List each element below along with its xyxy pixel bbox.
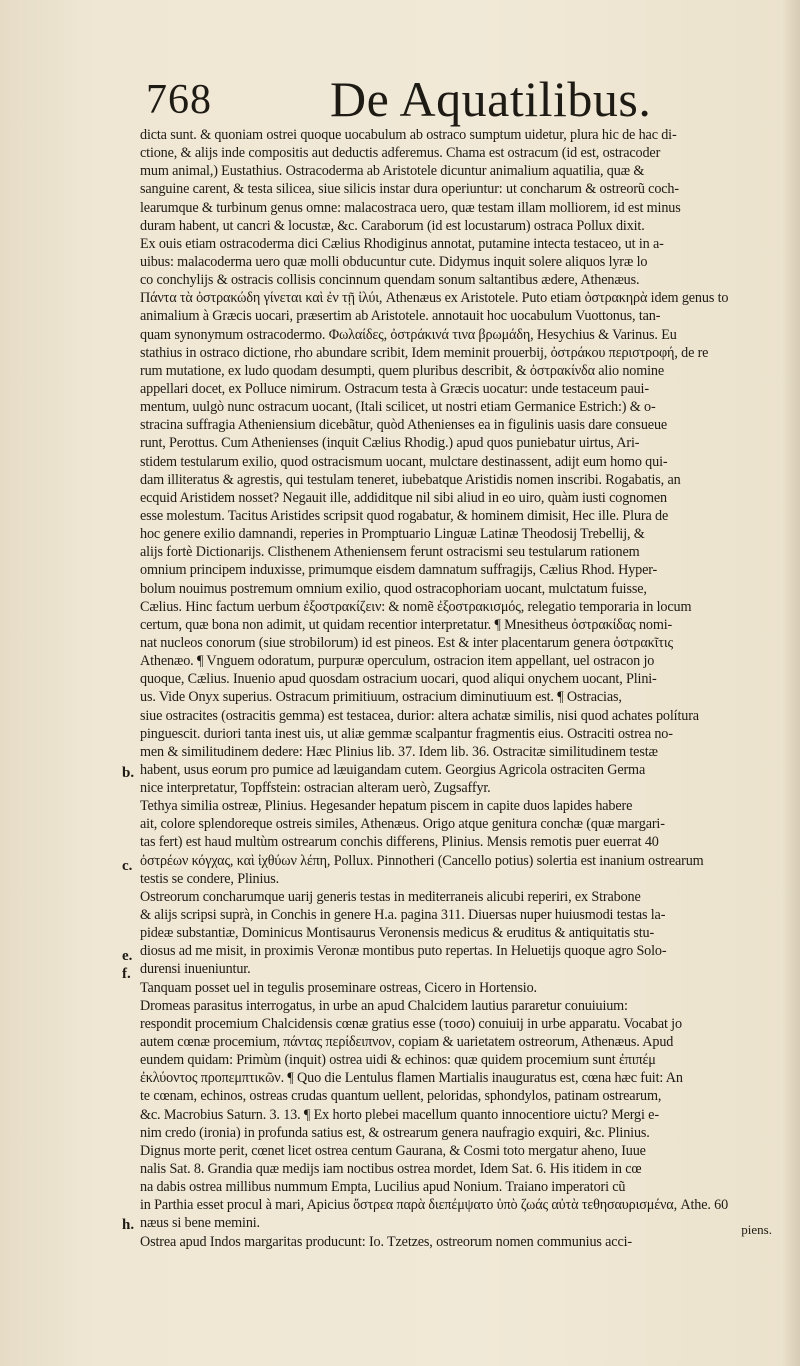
text-line: habent, usus eorum pro pumice ad læuigandam cutem. Georgius Agricola ostraciten Germa — [140, 761, 646, 778]
text-line: stracina suffragia Atheniensium dicebãtur, quòd Athenienses ea in figulinis uasis dare consueue — [140, 417, 668, 434]
text-line: dicta sunt. & quoniam ostrei quoque uocabulum ab ostraco sumptum uidetur, plura hic de hac di- — [140, 127, 677, 143]
text-line: stathius in ostraco dictione, rho abundare scribit, Idem meminit prouerbij, ὀστράκου περιστροφή, de re — [140, 344, 709, 361]
text-line: &c. Macrobius Saturn. 3. 13. ¶ Ex horto plebei macellum quanto innocentiore uictu? Mergi e- — [140, 1106, 659, 1123]
text-line: mentum, uulgò nunc ostracum uocant, (Itali scilicet, ut nostri etiam Germanice Estrich:) & o- — [140, 399, 656, 416]
margin-letter-h: h. — [122, 1217, 135, 1233]
margin-letter-e: e. — [122, 948, 133, 964]
running-title: De Aquatilibus. — [330, 71, 652, 127]
margin-letter-b: b. — [122, 765, 135, 781]
text-line: diosus ad me misit, in proximis Veronæ montibus puto repertas. In Heluetijs quoque agro Solo- — [140, 943, 667, 960]
text-line: næus si bene memini. — [140, 1215, 260, 1232]
text-line: Ostreorum concharumque uarij generis testas in mediterraneis alicubi reperiri, ex Strabone — [140, 888, 641, 905]
text-line: Tanquam posset uel in tegulis proseminare ostreas, Cicero in Hortensio. — [140, 979, 537, 996]
text-line: ait, colore splendoreque ostreis similes, Athenæus. Origo atque genitura conchæ (quæ margari- — [140, 816, 665, 833]
text-line: co conchylijs & ostracis collisis concinnum quendam sonum saltantibus ædere, Athenæus. — [140, 272, 640, 289]
text-line: esse molestum. Tacitus Aristides scripsit quod rogabatur, & hominem dimisit, Hec ille. Plura de — [140, 507, 669, 524]
text-line: pinguescit. duriori tanta inest uis, ut aliæ gemmæ scalpantur fragmentis eius. Ostraciti ostrea no- — [140, 725, 673, 742]
text-line: runt, Perottus. Cum Athenienses (inquit Cælius Rhodig.) apud quos puniebatur uirtus, Ari- — [140, 435, 640, 452]
text-line: omnium principem induxisse, primumque eisdem damnatum suffragijs, Cælius Rhod. Hyper- — [140, 562, 658, 579]
text-line: nice interpretatur, Topffstein: ostracian alteram uerò, Zugsaffyr. — [140, 780, 491, 797]
text-line: animalium à Græcis uocari, præsertim ab Aristotele. annotauit hoc uocabulum Vuottonus, tan- — [140, 308, 661, 325]
text-line: hoc genere exilio damnandi, reperies in Promptuario Linguæ Latinæ Theodosij Trebellij, & — [140, 526, 645, 543]
text-line: eundem quidam: Primùm (inquit) ostrea uidi & echinos: quæ quidem procemium sunt ἐπιπέμ — [140, 1052, 656, 1069]
text-line: siue ostracites (ostracitis gemma) est testacea, durior: altera achatæ similis, nisi quod achates polítura — [140, 707, 699, 724]
text-line: nim credo (ironia) in profunda satius est, & ostrearum genera naufragio exquiri, &c. Plinius. — [140, 1124, 650, 1141]
text-line: ὀστρέων κόγχας, καὶ ἰχθύων λέπη, Pollux. Pinnotheri (Cancello potius) solertia est inanium ostrearum — [140, 852, 704, 869]
text-line: learumque & turbinum genus omne: malacostraca uero, quæ testam illam molliorem, id est minus — [140, 199, 681, 216]
text-line: certum, quæ bona non adimit, ut quidam recentior interpretatur. ¶ Mnesitheus ὀστρακίδας nomi- — [140, 616, 673, 633]
text-line: rum mutatione, ex ludo quodam desumpti, quem pluribus describit, & ὀστρακίνδα alio nomine — [140, 362, 664, 379]
text-line: ἐκλύοντος προπεμπτικῶν. ¶ Quo die Lentulus flamen Martialis inauguratus est, cœna hæc fuit: An — [140, 1070, 683, 1087]
text-line: quoque, Cælius. Inuenio apud quosdam ostracium uocari, quod aliqui onychem uocant, Plini- — [140, 671, 657, 688]
text-line: Ex ouis etiam ostracoderma dici Cælius Rhodiginus annotat, putamine intecta testaceo, ut in a- — [140, 235, 664, 252]
margin-letter-c: c. — [122, 858, 133, 874]
text-line: duram habent, ut cancri & locustæ, &c. Caraborum (id est locustarum) ostraca Pollux dixit. — [140, 217, 645, 234]
page-header — [140, 70, 780, 130]
text-line: autem cœnæ procemium, πάντας περίδειπνον, copiam & uarietatem ostreorum, Athenæus. Apud — [140, 1034, 674, 1051]
text-line: durensi inueniuntur. — [140, 961, 251, 978]
text-line: alijs fortè Dictionarijs. Clisthenem Atheniensem ferunt ostracismi seu testularum rationem — [140, 544, 640, 561]
text-line: na dabis ostrea millibus nummum Empta, Lucilius apud Nonium. Traiano imperatori cũ — [140, 1179, 626, 1196]
text-line: in Parthia esset procul à mari, Apicius ὄστρεα παρὰ διεπέμψατο ὑπὸ ζωάς αὐτὰ τεθησαυρισμένα, Athe. 60 — [140, 1197, 729, 1214]
text-line: men & similitudinem dedere: Hæc Plinius lib. 37. Idem lib. 36. Ostracitæ similitudinem testæ — [140, 743, 658, 760]
text-line: nalis Sat. 8. Grandia quæ medijs iam noctibus ostrea mordet, Idem Sat. 6. His itidem in cœ — [140, 1161, 642, 1178]
text-line: Dromeas parasitus interrogatus, in urbe an apud Chalcidem lautius pararetur conuiuium: — [140, 997, 628, 1014]
text-line: mum animal,) Eustathius. Ostracoderma ab Aristotele dicuntur animalium aquatilia, quæ & — [140, 163, 645, 180]
text-line: te cœnam, echinos, ostreas crudas quantum uellent, peloridas, sphondylos, patinam ostrearum, — [140, 1088, 662, 1105]
text-line: sanguine carent, & testa silicea, siue silicis instar dura operiuntur: ut concharum & ostreorũ coch- — [140, 181, 679, 198]
text-line: bolum nouimus postremum omnium exilio, quod ostracophoriam uocant, mulctatum fuisse, — [140, 580, 647, 597]
page-number: 768 — [146, 77, 212, 123]
text-line: pideæ substantiæ, Dominicus Montisaurus Veronensis medicus & eruditus & antiquitatis stu- — [140, 925, 655, 942]
text-line: Πάντα τὰ ὀστρακώδη γίνεται καὶ ἐν τῇ ἰλύι, Athenæus ex Aristotele. Puto etiam ὀστρακηρὰ idem genus to — [140, 290, 729, 307]
text-line: Dignus morte perit, cœnet licet ostrea centum Gaurana, & Cosmi toto mergatur aheno, Iuue — [140, 1142, 646, 1159]
text-line: nat nucleos conorum (siue strobilorum) id est pineos. Est & inter placentarum genera ὀστρακῖτις — [140, 634, 673, 651]
text-line: Ostrea apud Indos margaritas producunt: Io. Tzetzes, ostreorum nomen communius acci- — [140, 1233, 632, 1250]
text-line: ecquid Aristidem nosset? Negauit ille, addiditque nil sibi aliud in eo uiro, quàm iusti cognomen — [140, 489, 667, 506]
text-line: testis se condere, Plinius. — [140, 870, 279, 887]
text-line: & alijs scripsi suprà, in Conchis in genere H.a. pagina 311. Diuersas nuper huiusmodi testas la- — [140, 907, 666, 924]
text-line: dam illiteratus & agrestis, qui testulam teneret, iubebatque Aristidis nomen inscribi. Rogabatis, an — [140, 471, 681, 488]
margin-letter-f: f. — [122, 966, 131, 982]
text-line: stidem testularum exilio, quod ostracismum uocant, mulctare destinassent, adijt eum homo qui- — [140, 453, 668, 470]
text-line: us. Vide Onyx superius. Ostracum primitiuum, ostracium diminutiuum est. ¶ Ostracias, — [140, 689, 622, 706]
text-line: Cælius. Hinc factum uerbum ἐξοστρακίζειν: & nomẽ ἐξοστρακισμός, relegatio temporaria in locum — [140, 598, 692, 615]
text-line: respondit procemium Chalcidensis cœnæ gratius esse (τοσο) conuiuij in urbe apparatu. Vocabat jo — [140, 1015, 682, 1032]
text-line: Athenæo. ¶ Vnguem odoratum, purpuræ operculum, ostracion item appellant, uel ostracon jo — [140, 653, 655, 670]
body-text — [140, 126, 780, 1251]
text-line: ctione, & alijs inde compositis aut deductis adferemus. Chama est ostracum (id est, ostracoder — [140, 145, 661, 162]
text-line: appellari docet, ex Polluce nimirum. Ostracum testa à Græcis uocatur: unde testaceum paui- — [140, 380, 649, 397]
text-line: uibus: malacoderma uero quæ molli obducuntur cute. Didymus inquit solere aliquos lyræ lo — [140, 253, 648, 270]
text-line: quam synonymum ostracodermo. Φωλαίδες, ὀστράκινά τινα βρωμάδη, Hesychius & Varinus. Eu — [140, 326, 677, 343]
text-line: tas fert) est haud multùm ostrearum conchis differens, Plinius. Mensis remotis puer euerrat 40 — [140, 834, 659, 851]
page-gutter-shadow — [782, 0, 800, 1366]
catchword: piens. — [741, 1222, 772, 1237]
text-line: Tethya similia ostreæ, Plinius. Hegesander hepatum piscem in capite duos lapides habere — [140, 798, 633, 815]
